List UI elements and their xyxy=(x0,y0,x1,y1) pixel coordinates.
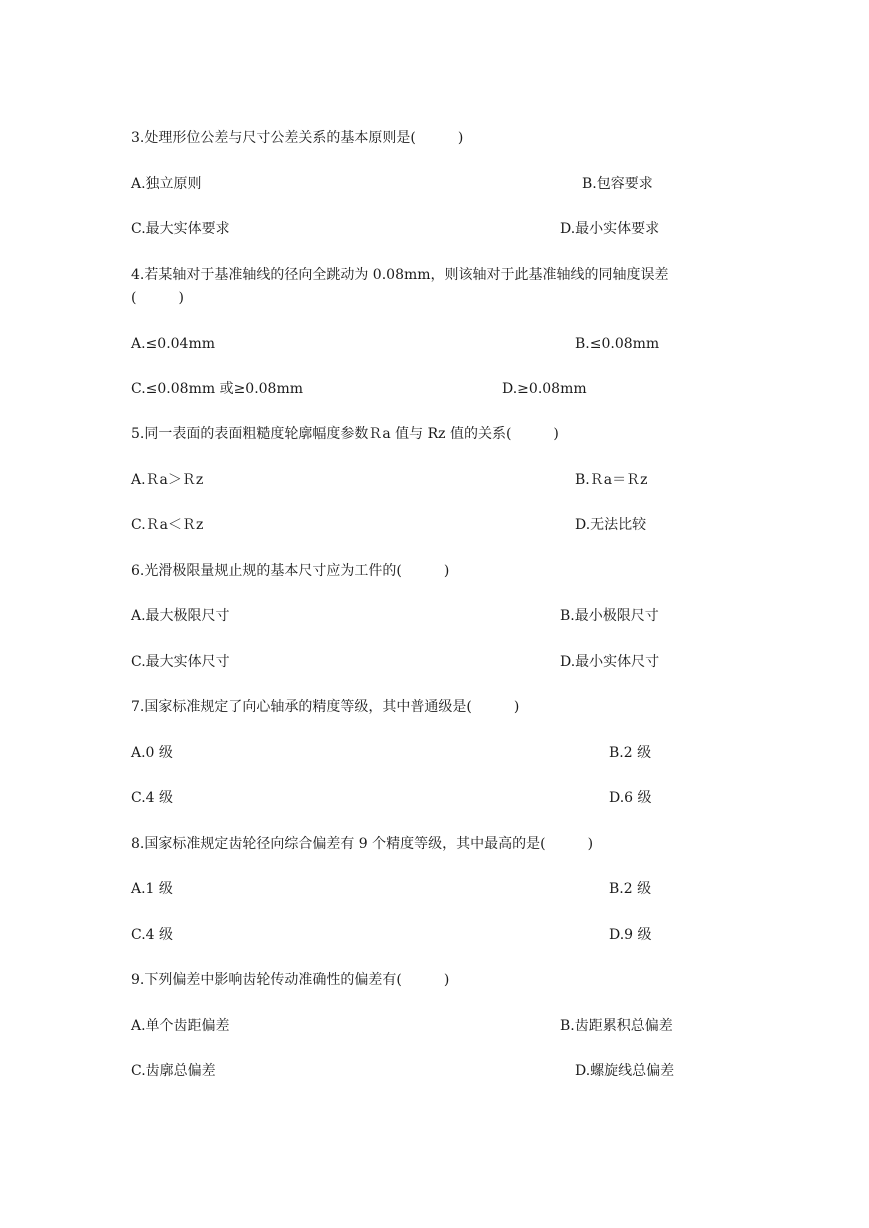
question-3-option-c: C.最大实体要求 xyxy=(131,221,230,237)
question-9-stem: 9.下列偏差中影响齿轮传动准确性的偏差有( ) xyxy=(131,972,450,988)
question-7-stem: 7.国家标准规定了向心轴承的精度等级，其中普通级是( ) xyxy=(131,699,520,715)
question-7-option-d: D.6 级 xyxy=(609,790,652,806)
question-4-stem-continuation: ( ) xyxy=(131,290,184,306)
question-4-option-c: C.≤0.08mm 或≥0.08mm xyxy=(131,381,304,397)
question-3-option-d: D.最小实体要求 xyxy=(560,221,660,237)
question-5-option-a: A.Ｒa＞Ｒz xyxy=(131,472,204,488)
question-9-option-c: C.齿廓总偏差 xyxy=(131,1063,216,1079)
question-8-stem: 8.国家标准规定齿轮径向综合偏差有 9 个精度等级，其中最高的是( ) xyxy=(131,836,594,852)
question-6-option-d: D.最小实体尺寸 xyxy=(560,654,660,670)
question-6-option-a: A.最大极限尺寸 xyxy=(131,608,230,624)
question-6-option-b: B.最小极限尺寸 xyxy=(560,608,659,624)
question-4-stem: 4.若某轴对于基准轴线的径向全跳动为 0.08mm，则该轴对于此基准轴线的同轴度误差 xyxy=(131,267,669,283)
question-4-option-d: D.≥0.08mm xyxy=(502,381,587,397)
question-8-option-c: C.4 级 xyxy=(131,927,174,943)
question-5-option-c: C.Ｒa＜Ｒz xyxy=(131,517,204,533)
question-5-option-b: B.Ｒa＝Ｒz xyxy=(575,472,648,488)
question-3-option-a: A.独立原则 xyxy=(131,176,202,192)
question-7-option-b: B.2 级 xyxy=(609,745,652,761)
question-5-option-d: D.无法比较 xyxy=(575,517,647,533)
question-3-stem: 3.处理形位公差与尺寸公差关系的基本原则是( ) xyxy=(131,130,464,146)
question-9-option-a: A.单个齿距偏差 xyxy=(131,1018,230,1034)
question-8-option-d: D.9 级 xyxy=(609,927,652,943)
question-6-stem: 6.光滑极限量规止规的基本尺寸应为工件的( ) xyxy=(131,563,450,579)
question-4-option-a: A.≤0.04mm xyxy=(131,336,216,352)
question-4-option-b: B.≤0.08mm xyxy=(575,336,660,352)
question-3-option-b: B.包容要求 xyxy=(582,176,653,192)
question-8-option-a: A.1 级 xyxy=(131,881,173,897)
question-7-option-a: A.0 级 xyxy=(131,745,173,761)
question-6-option-c: C.最大实体尺寸 xyxy=(131,654,230,670)
question-5-stem: 5.同一表面的表面粗糙度轮廓幅度参数Ｒa 值与 Rz 值的关系( ) xyxy=(131,426,559,442)
question-9-option-b: B.齿距累积总偏差 xyxy=(560,1018,673,1034)
question-8-option-b: B.2 级 xyxy=(609,881,652,897)
question-7-option-c: C.4 级 xyxy=(131,790,174,806)
question-9-option-d: D.螺旋线总偏差 xyxy=(575,1063,675,1079)
